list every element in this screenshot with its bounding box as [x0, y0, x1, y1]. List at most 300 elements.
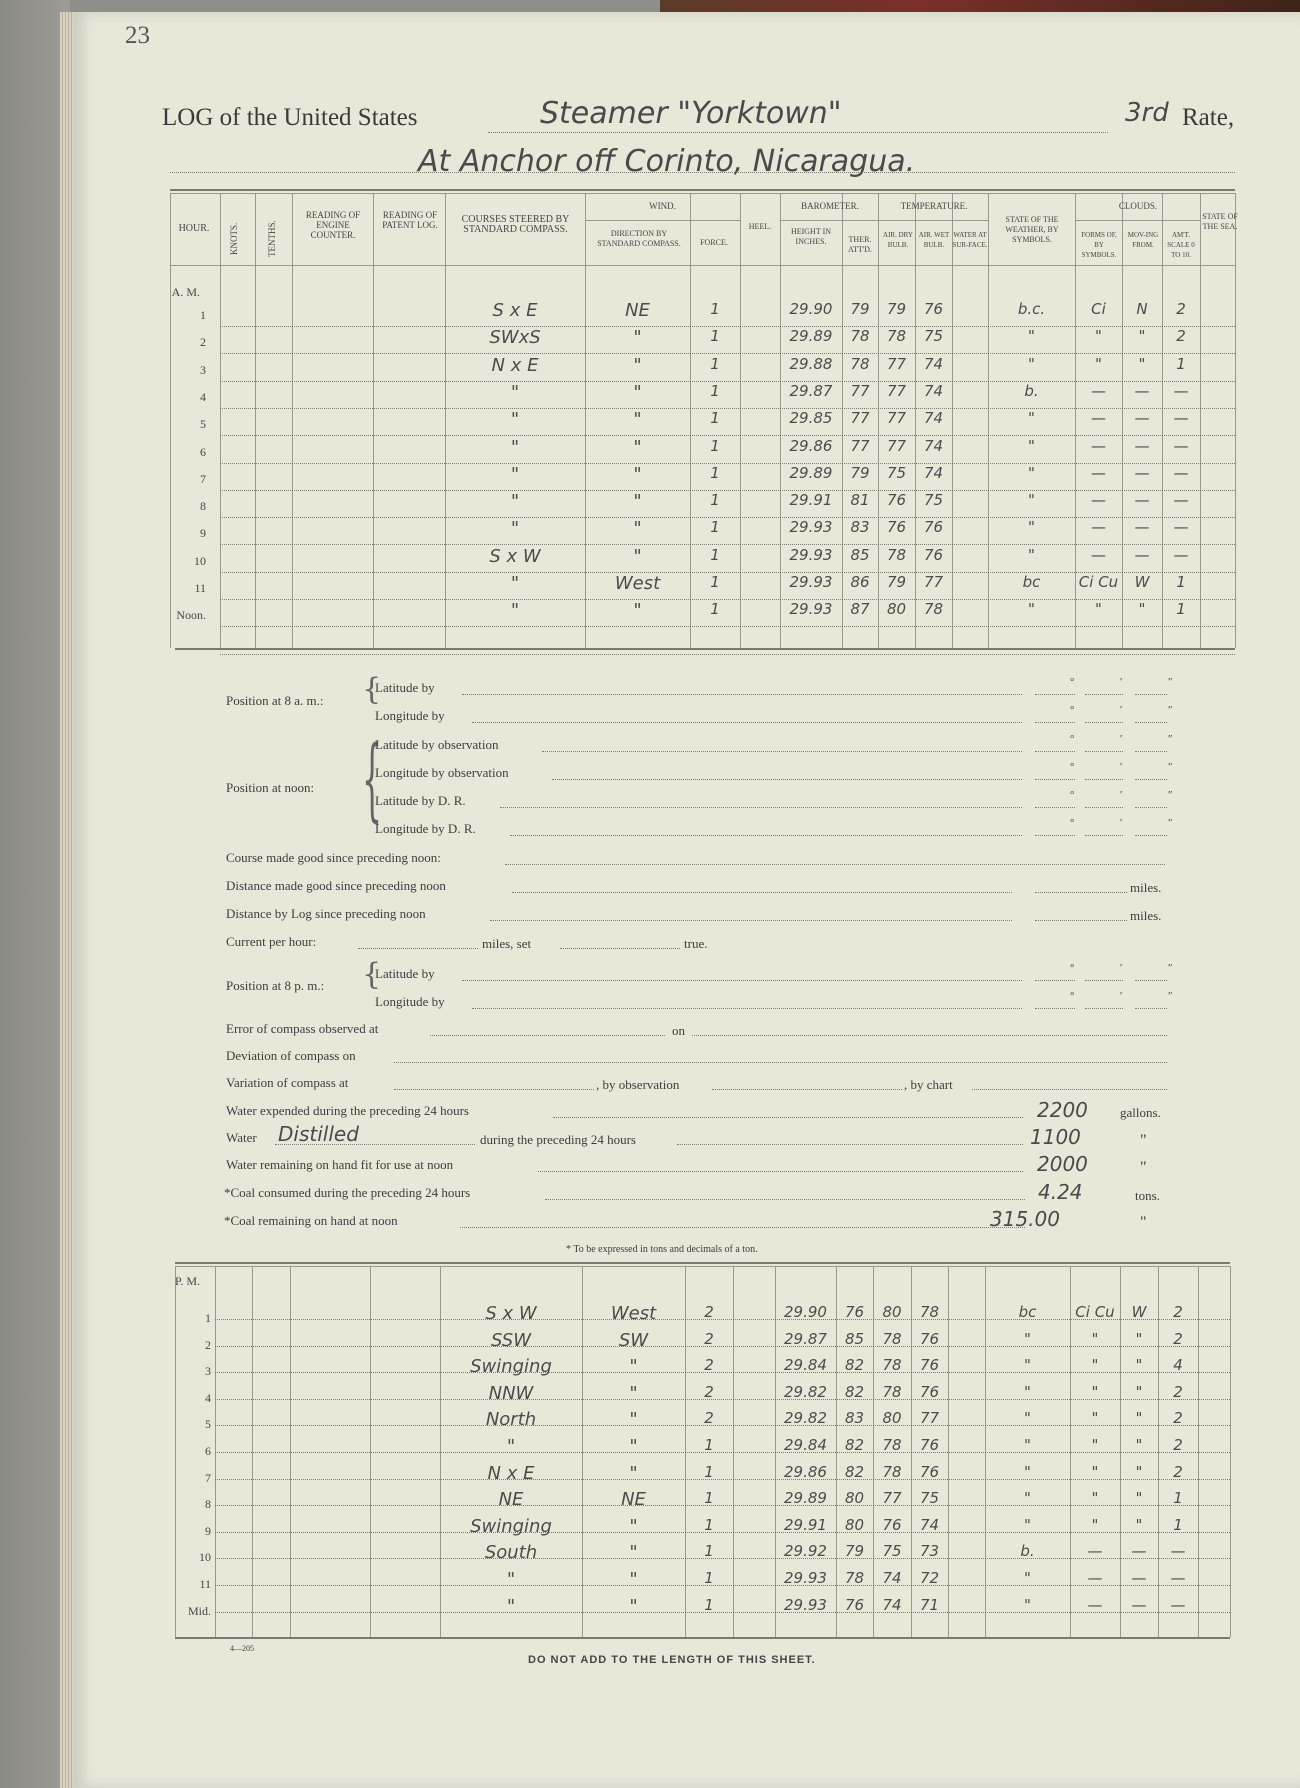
cloud-amount: 2	[1173, 1409, 1183, 1428]
wet-bulb: 74	[923, 381, 944, 400]
wind-direction: "	[633, 545, 642, 567]
wind-force: 2	[704, 1329, 714, 1348]
weather-state: "	[1024, 1462, 1031, 1481]
cloud-amount: 2	[1173, 1303, 1183, 1321]
wind-direction: "	[633, 518, 642, 540]
rate-value: 3rd	[1125, 98, 1169, 128]
pm-hour: 5	[205, 1417, 211, 1432]
minutes-field	[1085, 1008, 1123, 1009]
dry-bulb: 77	[886, 436, 907, 455]
wind-direction: West	[610, 1303, 657, 1324]
cloud-moving-from: "	[1135, 1436, 1143, 1454]
wind-force: 1	[710, 327, 720, 346]
cloud-moving-from: "	[1138, 354, 1146, 373]
barometer-height: 29.92	[784, 1542, 827, 1561]
lon-dr-line	[510, 835, 1022, 836]
dry-bulb: 78	[882, 1382, 902, 1401]
water-remaining-label: Water remaining on hand fit for use at noon	[226, 1157, 454, 1172]
wind-force: 1	[704, 1489, 714, 1508]
degrees-symbol: °	[1070, 817, 1075, 829]
cloud-form: —	[1091, 436, 1106, 455]
water-distilled: Distilled	[278, 1122, 359, 1146]
wind-direction: "	[629, 1595, 638, 1617]
cloud-form: "	[1091, 1329, 1099, 1348]
col-temperature: TEMPERATURE.	[900, 201, 968, 211]
minutes-symbol: ′	[1120, 761, 1123, 773]
thermometer-attached: 80	[844, 1515, 865, 1534]
thermometer-attached: 85	[850, 545, 870, 564]
col-knots: KNOTS.	[229, 222, 239, 255]
weather-state: b.c.	[1017, 300, 1046, 318]
weather-state: "	[1024, 1515, 1031, 1534]
cloud-form: "	[1091, 1409, 1099, 1428]
wind-force: 1	[710, 491, 720, 510]
cloud-moving-from: —	[1134, 491, 1150, 510]
dry-bulb: 80	[886, 600, 907, 619]
lat-obs-line	[542, 751, 1022, 752]
dry-bulb: 77	[886, 381, 907, 400]
thermometer-attached: 76	[844, 1595, 865, 1614]
dry-bulb: 74	[882, 1569, 902, 1587]
cloud-amount: 2	[1176, 327, 1186, 346]
wind-direction: West	[614, 573, 661, 594]
minutes-symbol: ′	[1120, 704, 1123, 716]
dry-bulb: 79	[886, 573, 907, 591]
lat-8am-line	[462, 694, 1022, 695]
lon-8am-line	[472, 722, 1022, 723]
seconds-field	[1135, 980, 1167, 981]
course-steered: SWxS	[489, 327, 541, 349]
cloud-amount: 2	[1173, 1329, 1183, 1348]
water-remaining-value: 2000	[1037, 1152, 1088, 1176]
wind-force: 1	[704, 1595, 714, 1614]
weather-state: b.	[1020, 1542, 1035, 1561]
minutes-symbol: ′	[1120, 817, 1123, 829]
wet-bulb: 74	[923, 463, 944, 482]
barometer-height: 29.89	[784, 1489, 827, 1508]
cloud-form: "	[1095, 600, 1102, 619]
distance-good-miles: miles.	[1130, 880, 1162, 895]
water-expended-value: 2200	[1037, 1098, 1088, 1122]
weather-state: bc	[1022, 573, 1041, 591]
dry-bulb: 74	[882, 1595, 902, 1614]
am-hour: 8	[200, 499, 206, 514]
thermometer-attached: 78	[850, 354, 870, 373]
cloud-moving-from: —	[1134, 463, 1150, 482]
wind-direction: "	[629, 1409, 638, 1431]
course-steered: "	[510, 463, 520, 485]
col-temp-dry: AIR. DRY BULB.	[883, 231, 913, 249]
lon-obs-label: Longitude by observation	[375, 765, 509, 780]
cloud-form: —	[1091, 381, 1106, 400]
pm-hour: 4	[205, 1390, 211, 1405]
am-hour: 3	[200, 362, 206, 377]
weather-state: "	[1024, 1569, 1031, 1587]
course-steered: "	[506, 1436, 516, 1457]
col-heel: HEEL.	[748, 222, 772, 231]
minutes-field	[1085, 835, 1123, 836]
rate-label: Rate,	[1182, 104, 1235, 131]
error-compass-on: on	[672, 1023, 685, 1038]
course-steered: SSW	[490, 1329, 531, 1351]
distance-good-label: Distance made good since preceding noon	[226, 878, 446, 893]
degrees-symbol: °	[1070, 962, 1075, 974]
am-col-line	[1235, 193, 1236, 648]
coal-remaining-line	[460, 1227, 1025, 1228]
thermometer-attached: 77	[850, 409, 870, 428]
thermometer-attached: 82	[844, 1356, 865, 1375]
col-baro-height: HEIGHT IN INCHES.	[790, 227, 832, 246]
deviation-line	[394, 1062, 1167, 1063]
wind-direction: "	[629, 1356, 638, 1378]
cloud-moving-from: —	[1134, 409, 1150, 428]
wind-force: 1	[710, 354, 720, 373]
col-barometer: BAROMETER.	[801, 201, 859, 211]
cloud-amount: —	[1170, 1569, 1186, 1587]
am-hour: 4	[200, 389, 206, 404]
barometer-height: 29.93	[789, 545, 833, 564]
location: At Anchor off Corinto, Nicaragua.	[418, 144, 916, 179]
am-hour: 2	[200, 335, 206, 350]
weather-state: "	[1028, 354, 1035, 373]
wind-force: 1	[710, 545, 720, 564]
barometer-height: 29.93	[784, 1569, 827, 1587]
col-weather: STATE OF THE WEATHER, BY SYMBOLS.	[1005, 215, 1059, 244]
pm-label: P. M.	[174, 1274, 200, 1288]
cloud-form: —	[1091, 518, 1106, 537]
barometer-height: 29.86	[789, 436, 833, 455]
dry-bulb: 76	[886, 518, 907, 537]
cloud-amount: —	[1173, 381, 1189, 400]
minutes-symbol: ′	[1120, 676, 1123, 688]
course-steered: "	[510, 600, 520, 622]
cloud-amount: 4	[1173, 1356, 1183, 1375]
course-steered: "	[510, 573, 520, 594]
weather-state: "	[1028, 491, 1035, 510]
dry-bulb: 77	[886, 354, 907, 373]
thermometer-attached: 82	[844, 1462, 865, 1481]
cloud-amount: 1	[1176, 573, 1186, 591]
weather-state: "	[1024, 1329, 1031, 1348]
position-8pm-brace: {	[362, 957, 382, 992]
pm-hour: 1	[205, 1311, 211, 1325]
degrees-field	[1035, 835, 1075, 836]
cloud-amount: 2	[1173, 1436, 1183, 1454]
barometer-height: 29.87	[784, 1329, 827, 1348]
lat-obs-label: Latitude by observation	[375, 737, 499, 752]
seconds-symbol: ″	[1168, 789, 1173, 801]
cloud-form: —	[1091, 545, 1106, 564]
minutes-field	[1085, 807, 1123, 808]
dry-bulb: 80	[882, 1409, 902, 1428]
variation-line	[394, 1089, 594, 1090]
cloud-form: —	[1091, 463, 1106, 482]
wind-force: 2	[704, 1356, 714, 1375]
am-hour: 1	[200, 308, 206, 322]
cloud-moving-from: —	[1134, 518, 1150, 537]
pm-hour: 10	[199, 1550, 211, 1565]
thermometer-attached: 77	[850, 381, 870, 400]
wet-bulb: 74	[919, 1515, 940, 1534]
seconds-field	[1135, 779, 1167, 780]
am-row-line	[220, 654, 1235, 655]
dry-bulb: 75	[882, 1542, 902, 1561]
variation-chart-line	[972, 1089, 1167, 1090]
cloud-amount: 2	[1173, 1462, 1183, 1481]
wind-force: 2	[704, 1303, 714, 1321]
barometer-height: 29.82	[784, 1382, 827, 1401]
cloud-form: Ci	[1091, 300, 1106, 318]
wind-direction: "	[633, 491, 642, 513]
wind-subheader-rule	[585, 220, 740, 221]
course-made-good-label: Course made good since preceding noon:	[226, 850, 441, 865]
coal-remaining-value: 315.00	[990, 1207, 1060, 1231]
wet-bulb: 77	[919, 1409, 940, 1428]
cloud-amount: 1	[1173, 1515, 1183, 1534]
water-expended-line	[553, 1117, 1023, 1118]
course-steered: N x E	[487, 1462, 535, 1484]
page-number: 23	[125, 22, 150, 49]
wind-direction: "	[629, 1436, 638, 1457]
cloud-form: "	[1091, 1436, 1099, 1454]
course-steered: Swinging	[470, 1515, 552, 1537]
weather-state: "	[1028, 518, 1035, 537]
weather-state: "	[1028, 436, 1035, 455]
seconds-symbol: ″	[1168, 817, 1173, 829]
am-col-line	[255, 193, 256, 648]
wet-bulb: 76	[919, 1436, 940, 1454]
thermometer-attached: 85	[844, 1329, 865, 1348]
weather-state: b.	[1024, 381, 1039, 400]
thermometer-attached: 83	[850, 518, 870, 537]
wet-bulb: 76	[919, 1382, 940, 1401]
wind-force: 1	[710, 409, 720, 428]
col-wind-direction: DIRECTION BY STANDARD COMPASS.	[597, 229, 681, 248]
thermometer-attached: 83	[844, 1409, 865, 1428]
wet-bulb: 74	[923, 409, 944, 428]
wind-direction: "	[633, 600, 642, 622]
thermometer-attached: 79	[850, 463, 870, 482]
weather-state: "	[1028, 545, 1035, 564]
seconds-symbol: ″	[1168, 761, 1173, 773]
barometer-height: 29.93	[789, 573, 833, 591]
cloud-moving-from: —	[1131, 1569, 1147, 1587]
wind-direction: "	[629, 1569, 638, 1590]
cloud-moving-from: —	[1134, 436, 1150, 455]
position-8pm-label: Position at 8 p. m.:	[226, 978, 325, 993]
minutes-field	[1085, 980, 1123, 981]
pm-top-rule	[175, 1262, 1230, 1264]
cloud-amount: —	[1173, 518, 1189, 537]
course-steered: "	[510, 491, 520, 513]
col-temp-wet: AIR. WET BULB.	[918, 231, 950, 249]
course-steered: N x E	[491, 354, 539, 376]
distance-good-value-line	[1035, 892, 1127, 893]
dry-bulb: 78	[882, 1436, 902, 1454]
cloud-form: —	[1091, 491, 1106, 510]
current-set-line	[560, 948, 680, 949]
lon-dr-label: Longitude by D. R.	[375, 821, 476, 836]
variation-label: Variation of compass at	[226, 1075, 349, 1090]
barometer-height: 29.89	[789, 463, 833, 482]
col-ther-attd: THER. ATT'D.	[848, 235, 872, 254]
minutes-symbol: ′	[1120, 962, 1123, 974]
wind-direction: "	[633, 381, 642, 403]
cloud-moving-from: —	[1131, 1595, 1147, 1614]
table-top-rule	[170, 189, 1235, 191]
barometer-height: 29.93	[789, 518, 833, 537]
distance-log-value-line	[1035, 920, 1127, 921]
wind-direction: "	[633, 409, 642, 431]
cloud-amount: —	[1170, 1542, 1186, 1561]
cloud-form: —	[1087, 1569, 1103, 1587]
variation-by-observation: , by observation	[596, 1077, 680, 1092]
weather-state: "	[1024, 1436, 1031, 1454]
course-steered: NNW	[488, 1382, 534, 1404]
distance-log-miles: miles.	[1130, 908, 1162, 923]
dry-bulb: 76	[882, 1515, 902, 1534]
wind-direction: "	[633, 354, 642, 376]
degrees-symbol: °	[1070, 761, 1075, 773]
pm-hour: 9	[205, 1523, 211, 1538]
seconds-field	[1135, 751, 1167, 752]
weather-state: "	[1028, 463, 1035, 482]
vessel-name: Steamer "Yorktown"	[540, 96, 842, 131]
weather-state: "	[1028, 409, 1035, 428]
dry-bulb: 78	[882, 1462, 902, 1481]
pm-hour: 11	[199, 1577, 211, 1591]
cloud-amount: 1	[1173, 1489, 1183, 1508]
col-hour: HOUR.	[178, 223, 210, 234]
seconds-symbol: ″	[1168, 990, 1173, 1002]
am-col-line	[1200, 193, 1201, 648]
dry-bulb: 80	[882, 1303, 902, 1321]
wet-bulb: 76	[919, 1462, 940, 1481]
barometer-height: 29.93	[784, 1595, 827, 1614]
seconds-field	[1135, 807, 1167, 808]
cloud-form: —	[1091, 409, 1106, 428]
degrees-symbol: °	[1070, 704, 1075, 716]
lat-8pm-label: Latitude by	[375, 966, 435, 981]
error-compass-on-line	[692, 1035, 1167, 1036]
pm-col-line	[1230, 1266, 1231, 1637]
error-compass-line	[430, 1035, 665, 1036]
col-cloud-moving: MOV-ING FROM.	[1127, 231, 1159, 249]
current-miles-set: miles, set	[482, 936, 532, 951]
lat-dr-line	[500, 807, 1022, 808]
cloud-form: "	[1095, 354, 1102, 373]
wet-bulb: 73	[919, 1542, 940, 1561]
position-noon-label: Position at noon:	[226, 780, 315, 795]
course-steered: "	[510, 436, 520, 458]
minutes-symbol: ′	[1120, 789, 1123, 801]
cloud-moving-from: "	[1135, 1409, 1143, 1428]
barometer-height: 29.85	[789, 409, 833, 428]
degrees-field	[1035, 807, 1075, 808]
thermometer-attached: 79	[850, 300, 870, 318]
dry-bulb: 76	[886, 491, 907, 510]
coal-consumed-tons: tons.	[1135, 1188, 1160, 1203]
wet-bulb: 76	[919, 1329, 940, 1348]
am-hour: 6	[200, 444, 206, 459]
cloud-form: —	[1087, 1595, 1103, 1614]
am-col-line	[952, 193, 953, 648]
dry-bulb: 79	[886, 300, 907, 318]
current-label: Current per hour:	[226, 934, 317, 949]
coal-consumed-line	[545, 1199, 1025, 1200]
wet-bulb: 78	[923, 600, 944, 619]
degrees-symbol: °	[1070, 789, 1075, 801]
dry-bulb: 78	[882, 1356, 902, 1375]
wind-direction: "	[629, 1542, 638, 1564]
variation-observation-line	[712, 1089, 902, 1090]
cloud-moving-from: N	[1136, 300, 1148, 318]
variation-by-chart: , by chart	[904, 1077, 953, 1092]
current-miles-line	[358, 948, 478, 949]
error-compass-label: Error of compass observed at	[226, 1021, 379, 1036]
cloud-amount: —	[1173, 491, 1189, 510]
cloud-amount: —	[1173, 463, 1189, 482]
wind-force: 1	[710, 300, 720, 318]
weather-state: "	[1024, 1489, 1031, 1508]
wind-direction: "	[629, 1462, 638, 1484]
am-hour: 5	[200, 417, 206, 432]
wind-force: 1	[710, 436, 720, 455]
water-label: Water	[226, 1130, 257, 1145]
wind-force: 1	[710, 600, 720, 619]
lon-8pm-line	[472, 1008, 1022, 1009]
cloud-amount: 1	[1176, 600, 1186, 619]
cloud-amount: —	[1170, 1595, 1186, 1614]
degrees-field	[1035, 779, 1075, 780]
course-steered: "	[510, 381, 520, 403]
course-steered: S x W	[485, 1303, 537, 1324]
position-8am-brace: {	[362, 672, 382, 707]
seconds-field	[1135, 1008, 1167, 1009]
log-title-prefix: LOG of the United States	[162, 104, 418, 131]
cloud-form: —	[1087, 1542, 1103, 1561]
wet-bulb: 71	[919, 1595, 940, 1614]
col-wind: WIND.	[649, 201, 676, 211]
weather-state: "	[1024, 1409, 1031, 1428]
degrees-symbol: °	[1070, 676, 1075, 688]
position-8am-label: Position at 8 a. m.:	[226, 693, 324, 708]
cloud-moving-from: "	[1138, 327, 1146, 346]
footer-notice: DO NOT ADD TO THE LENGTH OF THIS SHEET.	[528, 1654, 816, 1666]
dry-bulb: 78	[882, 1329, 902, 1348]
course-steered: "	[510, 409, 520, 431]
wind-force: 1	[704, 1542, 714, 1561]
wind-direction: "	[629, 1515, 638, 1537]
barometer-height: 29.88	[789, 354, 833, 373]
cloud-moving-from: "	[1138, 600, 1146, 619]
wet-bulb: 76	[923, 545, 944, 564]
dry-bulb: 77	[886, 409, 907, 428]
water-distilled-value: 1100	[1030, 1125, 1081, 1149]
am-hour: 7	[200, 471, 206, 486]
water-remaining-ditto: "	[1140, 1159, 1147, 1176]
cloud-moving-from: —	[1134, 545, 1150, 564]
col-engine-counter: READING OF ENGINE COUNTER.	[305, 210, 361, 240]
seconds-field	[1135, 722, 1167, 723]
wet-bulb: 76	[923, 518, 944, 537]
col-patent-log: READING OF PATENT LOG.	[382, 210, 438, 230]
wind-force: 1	[704, 1436, 714, 1454]
wet-bulb: 74	[923, 354, 944, 373]
water-expended-label: Water expended during the preceding 24 hours	[226, 1103, 469, 1118]
form-number: 4—205	[230, 1644, 254, 1653]
water-during-line	[677, 1144, 1023, 1145]
